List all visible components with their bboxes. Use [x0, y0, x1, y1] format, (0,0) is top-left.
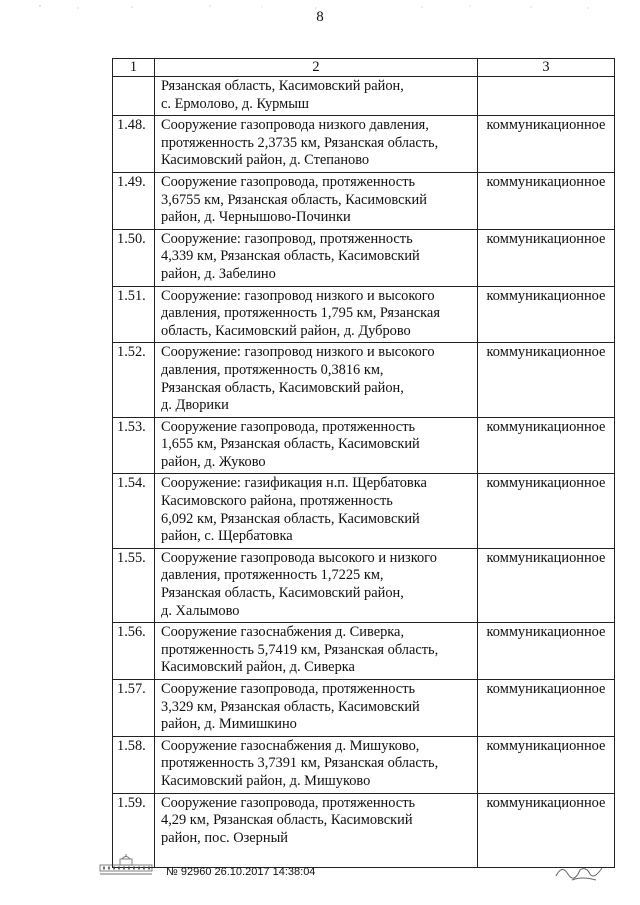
item-purpose-cell: коммуникационное: [478, 793, 615, 867]
table-row: [113, 623, 615, 680]
description-line: район, д. Чернышово-Починки: [161, 209, 351, 226]
item-description-cell: [155, 343, 478, 417]
item-purpose-cell: коммуникационное: [478, 172, 615, 229]
description-line: Рязанская область, Касимовский район,: [161, 78, 404, 94]
description-line: Касимовского района, протяженность: [161, 493, 393, 510]
item-description-cell: [155, 474, 478, 548]
item-purpose-cell: [478, 77, 615, 116]
description-line: район, с. Щербатовка: [161, 528, 293, 545]
footer: [98, 852, 315, 878]
description-line: район, д. Забелино: [161, 265, 276, 282]
item-description-cell: [155, 172, 478, 229]
description-line: Сооружение газопровода, протяженность: [161, 173, 416, 190]
item-description-cell: [155, 680, 478, 737]
description-line: Сооружение: газопровод, протяженность: [161, 230, 413, 247]
description-line: давления, протяженность 1,795 км, Рязанская: [161, 305, 440, 322]
description-line: 3,329 км, Рязанская область, Касимовский: [161, 698, 420, 715]
description-line: Касимовский район, д. Степаново: [161, 152, 370, 169]
description-line: Сооружение: газопровод низкого и высокого: [161, 287, 435, 304]
description-line: Рязанская область, Касимовский район,: [161, 585, 404, 602]
item-description-cell: [155, 286, 478, 343]
item-purpose-cell: коммуникационное: [478, 286, 615, 343]
item-number-cell: 1.52.: [113, 343, 155, 417]
description-line: Сооружение газопровода, протяженность: [161, 418, 416, 435]
description-line: д. Дворики: [161, 397, 229, 414]
description-line: 3,6755 км, Рязанская область, Касимовский: [161, 191, 427, 208]
item-number-cell: 1.56.: [113, 623, 155, 680]
item-description-cell: [155, 736, 478, 793]
description-line: Рязанская область, Касимовский район,: [161, 379, 404, 396]
item-description-cell: [155, 417, 478, 474]
item-description-cell: [155, 623, 478, 680]
item-purpose-cell: коммуникационное: [478, 116, 615, 173]
table-row: [113, 548, 615, 622]
item-purpose-cell: коммуникационное: [478, 343, 615, 417]
table-row: [113, 474, 615, 548]
page-number: 8: [316, 9, 324, 25]
table-row: [113, 172, 615, 229]
description-line: Сооружение газопровода высокого и низкого: [161, 549, 437, 566]
description-line: район, пос. Озерный: [161, 829, 288, 846]
description-line: Сооружение газопровода низкого давления,: [161, 117, 429, 134]
description-line: Сооружение газоснабжения д. Сиверка,: [161, 624, 405, 641]
item-number-cell: 1.48.: [113, 116, 155, 173]
description-line: Касимовский район, д. Мишуково: [161, 772, 371, 789]
description-line: протяженность 5,7419 км, Рязанская область,: [161, 641, 439, 658]
item-number-cell: 1.58.: [113, 736, 155, 793]
table-row: [113, 736, 615, 793]
description-line: область, Касимовский район, д. Дуброво: [161, 322, 411, 339]
description-line: район, д. Мимишкино: [161, 716, 297, 733]
item-purpose-cell: коммуникационное: [478, 417, 615, 474]
table-row: [113, 229, 615, 286]
item-purpose-cell: коммуникационное: [478, 474, 615, 548]
item-number-cell: 1.50.: [113, 229, 155, 286]
description-line: давления, протяженность 0,3816 км,: [161, 361, 384, 378]
item-number-cell: 1.54.: [113, 474, 155, 548]
description-line: Сооружение газопровода, протяженность: [161, 681, 416, 697]
item-description-cell: [155, 229, 478, 286]
item-purpose-cell: коммуникационное: [478, 736, 615, 793]
registry-table: [112, 58, 615, 868]
table-row: [113, 77, 615, 116]
document-stamp: № 92960 26.10.2017 14:38:04: [166, 866, 316, 878]
item-description-cell: [155, 116, 478, 173]
description-line: протяженность 2,3735 км, Рязанская область,: [161, 134, 439, 151]
description-line: Сооружение: газификация н.п. Щербатовка: [161, 475, 427, 492]
description-line: давления, протяженность 1,7225 км,: [161, 567, 384, 584]
table-row: [113, 343, 615, 417]
item-number-cell: 1.57.: [113, 680, 155, 737]
item-number-cell: 1.59.: [113, 793, 155, 867]
item-purpose-cell: коммуникационное: [478, 623, 615, 680]
item-purpose-cell: коммуникационное: [478, 680, 615, 737]
handwritten-signature: [552, 856, 612, 886]
table-row: [113, 116, 615, 173]
table-row: [113, 417, 615, 474]
column-header: 3: [478, 59, 615, 77]
description-line: 6,092 км, Рязанская область, Касимовский: [161, 510, 420, 527]
description-line: Сооружение газопровода, протяженность: [161, 794, 416, 811]
description-line: Сооружение: газопровод низкого и высокого: [161, 344, 435, 361]
item-number-cell: 1.53.: [113, 417, 155, 474]
item-number-cell: 1.49.: [113, 172, 155, 229]
description-line: 1,655 км, Рязанская область, Касимовский: [161, 436, 420, 453]
description-line: Сооружение газоснабжения д. Мишуково,: [161, 737, 420, 754]
description-line: район, д. Жуково: [161, 453, 266, 470]
item-description-cell: [155, 548, 478, 622]
column-header: 1: [113, 59, 155, 77]
description-line: 4,29 км, Рязанская область, Касимовский: [161, 812, 413, 829]
item-number-cell: [113, 77, 155, 116]
table-header-row: [113, 59, 615, 77]
table-row: [113, 286, 615, 343]
description-line: 4,339 км, Рязанская область, Касимовский: [161, 248, 420, 265]
column-header: 2: [155, 59, 478, 77]
description-line: Касимовский район, д. Сиверка: [161, 659, 355, 676]
item-purpose-cell: коммуникационное: [478, 229, 615, 286]
description-line: д. Халымово: [161, 602, 240, 619]
item-purpose-cell: коммуникационное: [478, 548, 615, 622]
description-line: протяженность 3,7391 км, Рязанская область,: [161, 755, 439, 772]
description-line: с. Ермолово, д. Курмыш: [161, 95, 309, 112]
item-number-cell: 1.51.: [113, 286, 155, 343]
item-number-cell: 1.55.: [113, 548, 155, 622]
item-description-cell: [155, 77, 478, 116]
table-row: [113, 680, 615, 737]
emblem-stamp-icon: [98, 853, 154, 877]
